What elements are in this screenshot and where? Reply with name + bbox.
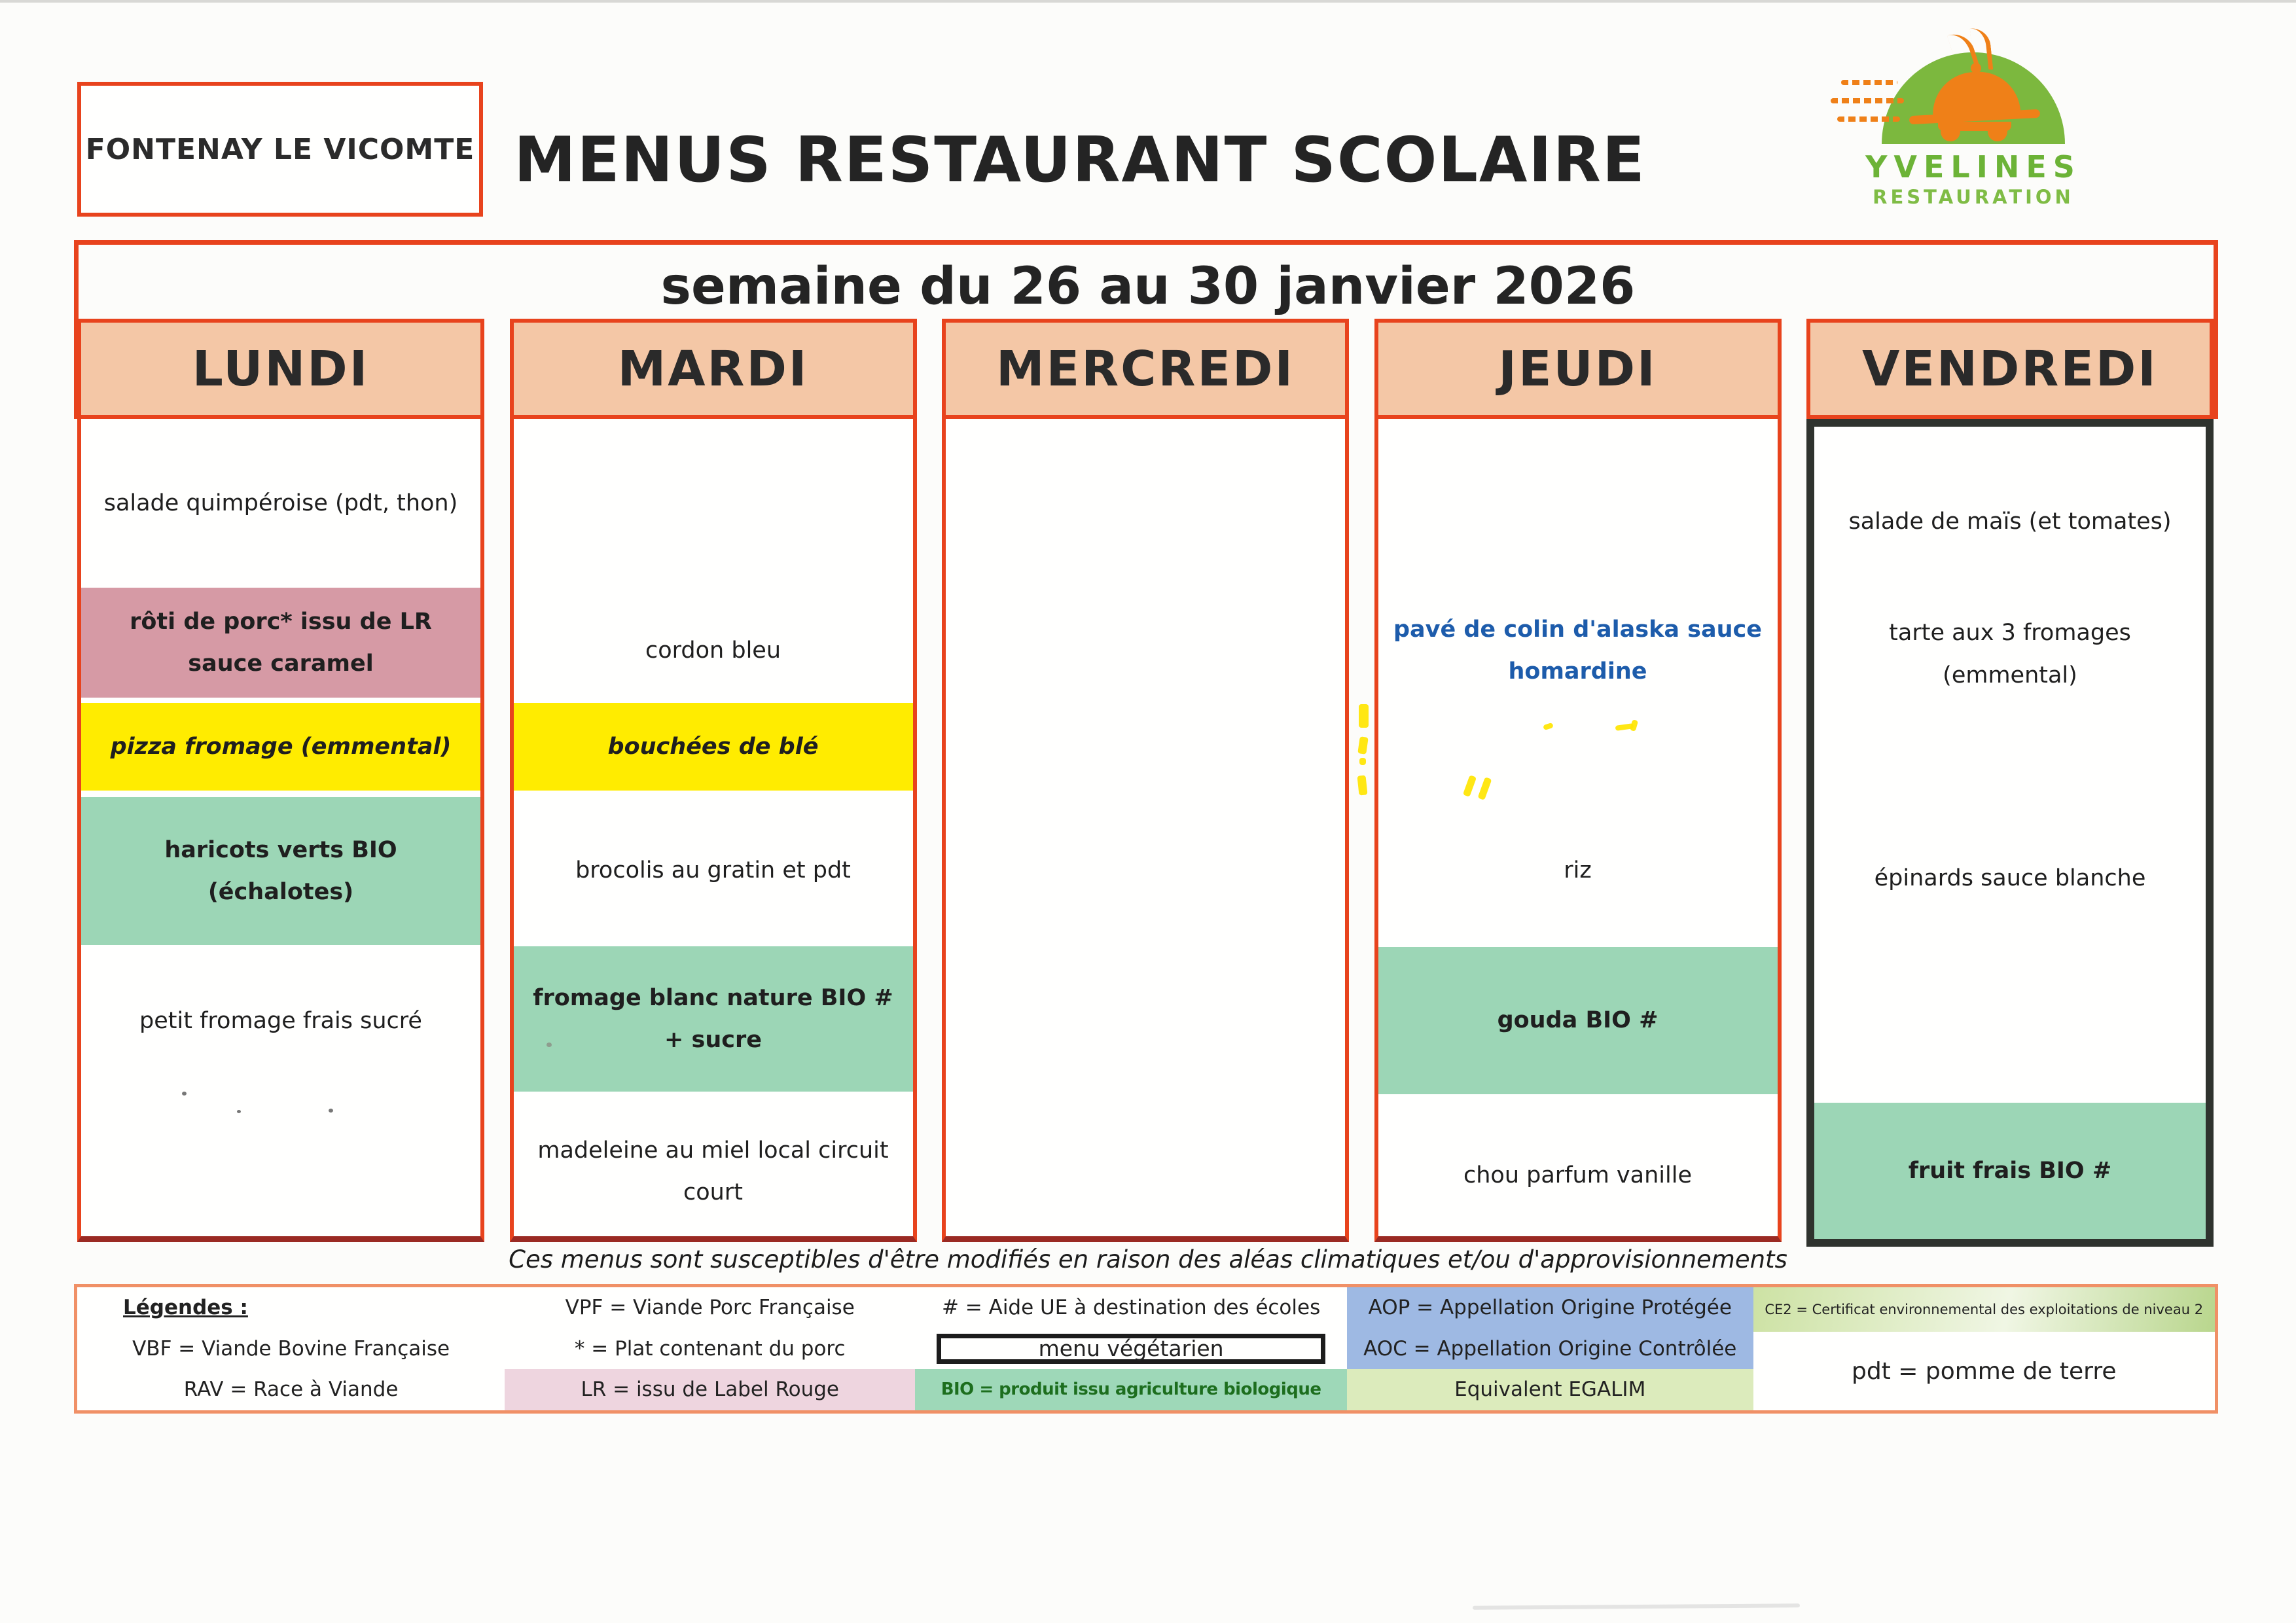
menu-item-line: bouchées de blé xyxy=(607,733,819,760)
menu-item-line: + sucre xyxy=(664,1027,762,1053)
day-body-jeudi xyxy=(1374,419,1782,1242)
menu-item-line: (échalotes) xyxy=(207,879,354,905)
days-row xyxy=(77,319,2214,1247)
menu-item-line: haricots verts BIO xyxy=(164,836,397,863)
menu-item xyxy=(514,585,913,716)
legend-entry: Equivalent EGALIM xyxy=(1347,1369,1753,1410)
menu-item-line: riz xyxy=(1564,857,1592,883)
legend-entry: pdt = pomme de terre xyxy=(1851,1357,2117,1385)
menu-item xyxy=(81,419,480,588)
menu-item xyxy=(1814,590,2206,718)
menu-item-line: chou parfum vanille xyxy=(1463,1162,1692,1189)
disclaimer-text: Ces menus sont susceptibles d'être modifiés en raison des aléas climatiques et/ou d'approvisionnements xyxy=(509,1245,1787,1274)
legend-entry: * = Plat contenant du porc xyxy=(574,1336,846,1361)
logo-brand-bottom: RESTAURATION xyxy=(1873,186,2074,208)
logo-brand-top: YVELINES xyxy=(1865,149,2081,185)
speed-line-icon xyxy=(1831,98,1904,103)
menu-item-line: épinards sauce blanche xyxy=(1874,865,2146,891)
scan-speck xyxy=(182,1092,187,1096)
legend-entry: AOC = Appellation Origine Contrôlée xyxy=(1347,1329,1753,1370)
menu-item-line: gouda BIO # xyxy=(1497,1007,1659,1034)
school-name-box xyxy=(77,82,483,217)
menu-item-line: fromage blanc nature BIO # xyxy=(533,984,893,1011)
legend-box xyxy=(74,1284,2218,1414)
day-header-mardi: MARDI xyxy=(510,319,917,419)
menu-item-line: brocolis au gratin et pdt xyxy=(575,857,851,883)
menu-item xyxy=(1378,805,1778,936)
day-body-vendredi xyxy=(1806,419,2214,1247)
legend-entry: AOP = Appellation Origine Protégée xyxy=(1347,1287,1753,1329)
day-body-mercredi xyxy=(942,419,1349,1242)
page-title: MENUS RESTAURANT SCOLAIRE xyxy=(514,124,1646,196)
scan-streak xyxy=(1473,1603,1800,1609)
legend-column-5 xyxy=(1753,1287,2215,1410)
day-column-lundi xyxy=(77,319,484,1242)
menu-item-line: madeleine au miel local circuit xyxy=(537,1137,889,1164)
legend-entry: VPF = Viande Porc Française xyxy=(565,1295,855,1319)
day-column-vendredi xyxy=(1806,319,2214,1247)
legend-column-1 xyxy=(77,1287,505,1410)
menu-item-line: fruit frais BIO # xyxy=(1908,1157,2112,1184)
vegetarian-menu-badge: menu végétarien xyxy=(937,1334,1325,1364)
scan-speck xyxy=(237,1110,241,1113)
scan-edge-artifact xyxy=(0,0,2296,3)
menu-item xyxy=(1378,1119,1778,1232)
menu-item-line: rôti de porc* issu de LR xyxy=(130,608,432,635)
day-header-mercredi: MERCREDI xyxy=(942,319,1349,419)
legend-veg-cell xyxy=(915,1329,1347,1370)
day-header-vendredi: VENDREDI xyxy=(1806,319,2214,419)
speed-line-icon xyxy=(1837,116,1900,122)
menu-item-line: (emmental) xyxy=(1943,662,2077,688)
day-header-jeudi: JEUDI xyxy=(1374,319,1782,419)
scan-artifact-yellow xyxy=(1359,758,1366,765)
day-column-jeudi xyxy=(1374,319,1782,1242)
week-top-rule xyxy=(74,240,2218,245)
legend-column-3 xyxy=(915,1287,1347,1410)
menu-item xyxy=(81,703,480,791)
day-header-lundi: LUNDI xyxy=(77,319,484,419)
menu-item xyxy=(1378,585,1778,716)
menu-item-line: petit fromage frais sucré xyxy=(139,1007,422,1034)
week-title: semaine du 26 au 30 janvier 2026 xyxy=(660,257,1636,316)
menu-item xyxy=(1378,947,1778,1094)
scan-artifact-yellow xyxy=(1359,704,1369,728)
menu-item xyxy=(81,797,480,945)
legend-entry: RAV = Race à Viande xyxy=(183,1378,399,1402)
menu-item xyxy=(514,805,913,936)
menu-item-line: court xyxy=(683,1179,743,1205)
menu-item xyxy=(1814,479,2206,564)
day-column-mardi xyxy=(510,319,917,1242)
menu-item-line: pizza fromage (emmental) xyxy=(110,733,452,760)
scan-speck xyxy=(547,1043,552,1047)
menu-item-line: pavé de colin d'alaska sauce xyxy=(1393,616,1763,643)
legend-entry: BIO = produit issu agriculture biologique xyxy=(915,1369,1347,1410)
legend-entry: Légendes : xyxy=(123,1295,248,1319)
day-body-lundi xyxy=(77,419,484,1242)
cloche-base-icon xyxy=(1938,122,2011,131)
legend-entry: CE2 = Certificat environnemental des exploitations de niveau 2 xyxy=(1753,1287,2215,1332)
legend-entry: # = Aide UE à destination des écoles xyxy=(941,1295,1321,1319)
scan-speck xyxy=(329,1109,333,1113)
menu-item-line: salade de maïs (et tomates) xyxy=(1848,508,2172,535)
menu-item-line: homardine xyxy=(1508,658,1647,685)
menu-item xyxy=(1814,1103,2206,1239)
legend-column-2 xyxy=(505,1287,915,1410)
menu-item xyxy=(1814,832,2206,924)
menu-item xyxy=(514,1113,913,1230)
menu-item xyxy=(514,946,913,1092)
school-name: FONTENAY LE VICOMTE xyxy=(85,132,475,166)
yvelines-restauration-logo xyxy=(1842,39,2104,242)
menu-item xyxy=(514,703,913,791)
legend-entry: LR = issu de Label Rouge xyxy=(505,1369,915,1410)
legend-column-4 xyxy=(1347,1287,1753,1410)
menu-item-line: sauce caramel xyxy=(188,651,374,677)
menu-item-line: cordon bleu xyxy=(645,637,781,664)
menu-item xyxy=(81,588,480,698)
menu-item-line: tarte aux 3 fromages xyxy=(1889,620,2131,647)
day-column-mercredi xyxy=(942,319,1349,1242)
speed-line-icon xyxy=(1841,80,1897,85)
legend-entry: VBF = Viande Bovine Française xyxy=(132,1336,450,1361)
menu-item-line: salade quimpéroise (pdt, thon) xyxy=(103,490,458,516)
day-body-mardi xyxy=(510,419,917,1242)
menu-item xyxy=(81,962,480,1080)
